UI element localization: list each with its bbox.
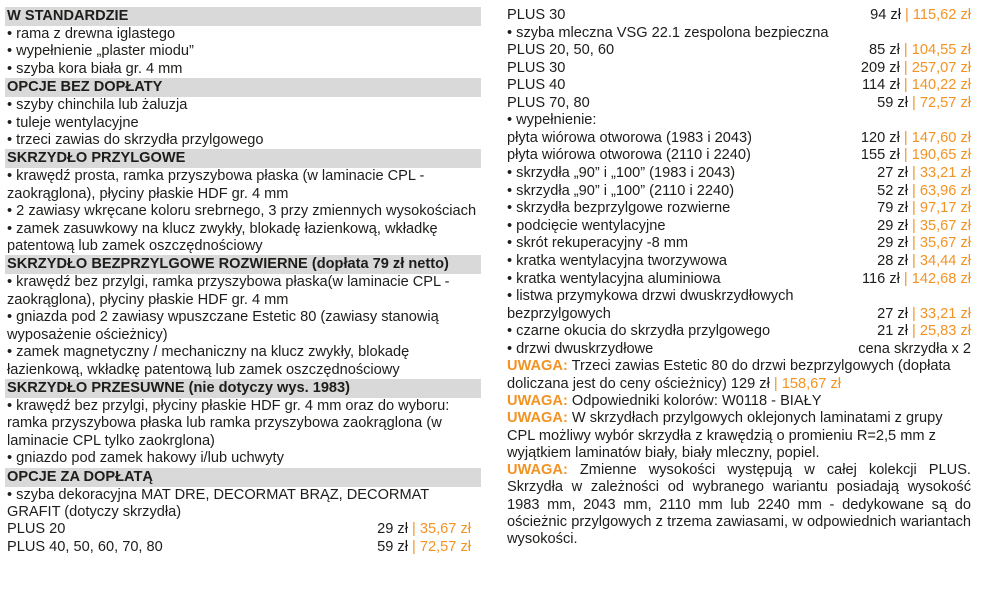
- price-value: 116 zł | 142,68 zł: [862, 270, 971, 287]
- note-net-price: 129 zł: [730, 375, 770, 392]
- price-value: 29 zł | 35,67 zł: [877, 235, 971, 252]
- gross-price: 104,55 zł: [911, 42, 971, 58]
- gross-price: 34,44 zł: [919, 252, 971, 269]
- price-row: [507, 218, 971, 236]
- price-label: PLUS 20, 50, 60: [507, 42, 615, 58]
- price-value: 85 zł | 104,55 zł: [869, 42, 971, 58]
- gross-price: 158,67 zł: [781, 375, 841, 392]
- price-row: [507, 42, 971, 60]
- warning-label: UWAGA:: [507, 358, 568, 375]
- price-row: [507, 95, 971, 113]
- price-row: [507, 235, 971, 253]
- list-item: • gniazda pod 2 zawiasy wpuszczane Estetic 80 (zawiasy stanowią wyposażenie ościeżnicy): [7, 309, 439, 343]
- gross-price: 72,57 zł: [919, 94, 971, 111]
- price-value: 114 zł | 140,22 zł: [862, 77, 971, 94]
- gross-price: 140,22 zł: [911, 77, 971, 94]
- note-colors: [507, 393, 971, 410]
- section-header-bezprzylgowe: SKRZYDŁO BEZPRZYLGOWE ROZWIERNE (dopłata 79 zł netto): [5, 255, 481, 274]
- section-header-free-options: OPCJE BEZ DOPŁATY: [5, 78, 481, 97]
- left-column: [7, 7, 479, 557]
- list-item: • wypełnienie:: [507, 112, 597, 129]
- gross-price: 142,68 zł: [911, 270, 971, 287]
- price-value: 52 zł | 63,96 zł: [877, 182, 971, 199]
- price-label: • drzwi dwuskrzydłowe: [507, 340, 654, 357]
- gross-price: 33,21 zł: [919, 305, 971, 322]
- price-value: 120 zł | 147,60 zł: [860, 129, 971, 146]
- list-item: • gniazdo pod zamek hakowy i/lub uchwyty: [7, 450, 284, 467]
- price-value: 209 zł | 257,07 zł: [860, 59, 971, 76]
- gross-price: 35,67 zł: [419, 521, 471, 538]
- price-label: • kratka wentylacyjna aluminiowa: [507, 270, 721, 287]
- note-hinge: UWAGA: Trzeci zawias Estetic 80 do drzwi bezprzylgowych (dopłata doliczana jest do ceny ościeżnicy) 129 zł | 158,67 zł: [507, 358, 951, 392]
- price-label: PLUS 30: [507, 59, 566, 76]
- gross-price: 147,60 zł: [911, 129, 971, 146]
- list-item: • krawędź bez przylgi, płyciny płaskie HDF gr. 4 mm oraz do wyboru: ramka przyszybowa płaska lub ramka przyszybowa zaokrąglona (w laminacie CPL tylko zaokrglona): [7, 397, 450, 449]
- price-value: 79 zł | 97,17 zł: [877, 200, 971, 217]
- price-label: PLUS 20: [7, 521, 66, 538]
- list-item: • listwa przymykowa drzwi dwuskrzydłowych: [507, 288, 794, 305]
- note-text: Trzeci zawias Estetic 80 do drzwi bezprzylgowych (dopłata doliczana jest do ceny ościeżnicy): [507, 358, 951, 392]
- price-label: PLUS 40: [507, 77, 566, 94]
- list-item: • wypełnienie „plaster miodu”: [7, 43, 194, 60]
- price-label: bezprzylgowych: [507, 305, 611, 322]
- price-value: 155 zł | 190,65 zł: [860, 147, 971, 164]
- list-item: • tuleje wentylacyjne: [7, 114, 139, 131]
- list-item: • zamek magnetyczny / mechaniczny na klucz zwykły, blokadę łazienkową, wkładkę patentową lub zamek oszczędnościowy: [7, 344, 410, 378]
- price-label: • skrót rekuperacyjny -8 mm: [507, 235, 689, 252]
- section-header-paid-options: OPCJE ZA DOPŁATĄ: [5, 468, 481, 487]
- price-label: płyta wiórowa otworowa (2110 i 2240): [507, 147, 751, 164]
- price-label: • podcięcie wentylacyjne: [507, 217, 666, 234]
- note-text: Zmienne wysokości występują w całej kolekcji PLUS. Skrzydła w zależności od wybranego wariantu posiadają wysokość 1983 mm, 2043 mm, 2110 mm lub 2240 mm - dedykowane są do ościeżnic przylgowych z trzema zawiasami, w odpowiednich wariantach wysokości.: [507, 462, 971, 548]
- gross-price: 33,21 zł: [919, 164, 971, 181]
- price-row: [507, 147, 971, 165]
- price-value: 59 zł | 72,57 zł: [377, 538, 471, 555]
- price-row: [507, 60, 971, 78]
- price-row: [7, 539, 471, 557]
- gross-price: 115,62 zł: [912, 7, 971, 23]
- price-value: 28 zł | 34,44 zł: [877, 252, 971, 269]
- note-cpl: [507, 410, 971, 462]
- warning-label: UWAGA:: [507, 410, 568, 427]
- gross-price: 190,65 zł: [911, 147, 971, 164]
- warning-label: UWAGA:: [507, 392, 568, 409]
- price-value: cena skrzydła x 2: [858, 340, 971, 357]
- price-row: [507, 183, 971, 201]
- price-value: 21 zł | 25,83 zł: [877, 323, 971, 340]
- note-heights: [507, 462, 971, 548]
- warning-label: UWAGA:: [507, 462, 568, 479]
- list-item: • 2 zawiasy wkręcane koloru srebrnego, 3 przy zmiennych wysokościach: [7, 203, 477, 220]
- price-value: 27 zł | 33,21 zł: [877, 305, 971, 322]
- note-text: Odpowiedniki kolorów: W0118 - BIAŁY: [571, 392, 822, 409]
- price-value: 94 zł | 115,62 zł: [870, 7, 971, 23]
- price-label: PLUS 40, 50, 60, 70, 80: [7, 538, 163, 555]
- price-row: [507, 271, 971, 289]
- price-row: [507, 306, 971, 324]
- price-label: • skrzydła „90” i „100” (1983 i 2043): [507, 164, 736, 181]
- list-item: • rama z drewna iglastego: [7, 26, 176, 42]
- price-row: [507, 200, 971, 218]
- gross-price: 72,57 zł: [419, 538, 471, 555]
- price-label: PLUS 70, 80: [507, 94, 590, 111]
- list-item: • krawędź prosta, ramka przyszybowa płaska (w laminacie CPL - zaokrąglona), płyciny płaskie HDF gr. 4 mm: [7, 168, 425, 202]
- list-item: • szyba dekoracyjna MAT DRE, DECORMAT BRĄZ, DECORMAT GRAFIT (dotyczy skrzydła): [7, 486, 429, 520]
- price-value: 29 zł | 35,67 zł: [877, 217, 971, 234]
- gross-price: 35,67 zł: [919, 217, 971, 234]
- price-value: 59 zł | 72,57 zł: [877, 94, 971, 111]
- price-label: PLUS 30: [507, 7, 566, 23]
- price-label: • kratka wentylacyjna tworzywowa: [507, 252, 728, 269]
- gross-price: 257,07 zł: [911, 59, 971, 76]
- price-label: • skrzydła bezprzylgowe rozwierne: [507, 200, 731, 217]
- price-row: [507, 341, 971, 359]
- section-header-przesuwne: SKRZYDŁO PRZESUWNE (nie dotyczy wys. 1983): [5, 379, 481, 398]
- price-label: płyta wiórowa otworowa (1983 i 2043): [507, 129, 752, 146]
- price-row: [7, 521, 471, 539]
- price-label: • skrzydła „90” i „100” (2110 i 2240): [507, 182, 735, 199]
- right-column: [507, 7, 971, 549]
- price-row: [507, 165, 971, 183]
- price-label: • czarne okucia do skrzydła przylgowego: [507, 323, 771, 340]
- note-text: W skrzydłach przylgowych oklejonych laminatami z grupy CPL możliwy wybór skrzydła z krawędzią o promieniu R=2,5 mm z wyjątkiem laminatów biały, biały mleczny, popiel.: [507, 410, 943, 461]
- price-row: [507, 323, 971, 341]
- gross-price: 63,96 zł: [919, 182, 971, 199]
- section-header-przylgowe: SKRZYDŁO PRZYLGOWE: [5, 149, 481, 168]
- gross-price: 97,17 zł: [919, 200, 971, 217]
- list-item: • krawędź bez przylgi, ramka przyszybowa płaska(w laminacie CPL - zaokrąglona), płyciny płaskie HDF gr. 4 mm: [7, 274, 450, 308]
- price-row: [507, 130, 971, 148]
- price-value: 29 zł | 35,67 zł: [377, 521, 471, 538]
- list-item: • szyba kora biała gr. 4 mm: [7, 60, 183, 77]
- gross-price: 25,83 zł: [919, 323, 971, 340]
- list-item: • szyba mleczna VSG 22.1 zespolona bezpieczna: [507, 24, 829, 41]
- price-value: 27 zł | 33,21 zł: [877, 164, 971, 181]
- list-item: • szyby chinchila lub żaluzja: [7, 97, 188, 114]
- price-row: [507, 253, 971, 271]
- list-item: • trzeci zawias do skrzydła przylgowego: [7, 132, 264, 149]
- price-row: [507, 77, 971, 95]
- gross-price: 35,67 zł: [919, 235, 971, 252]
- price-row: [507, 7, 971, 25]
- section-header-standard: W STANDARDZIE: [5, 7, 481, 26]
- list-item: • zamek zasuwkowy na klucz zwykły, blokadę łazienkową, wkładkę patentową lub zamek oszczędnościowy: [7, 220, 438, 255]
